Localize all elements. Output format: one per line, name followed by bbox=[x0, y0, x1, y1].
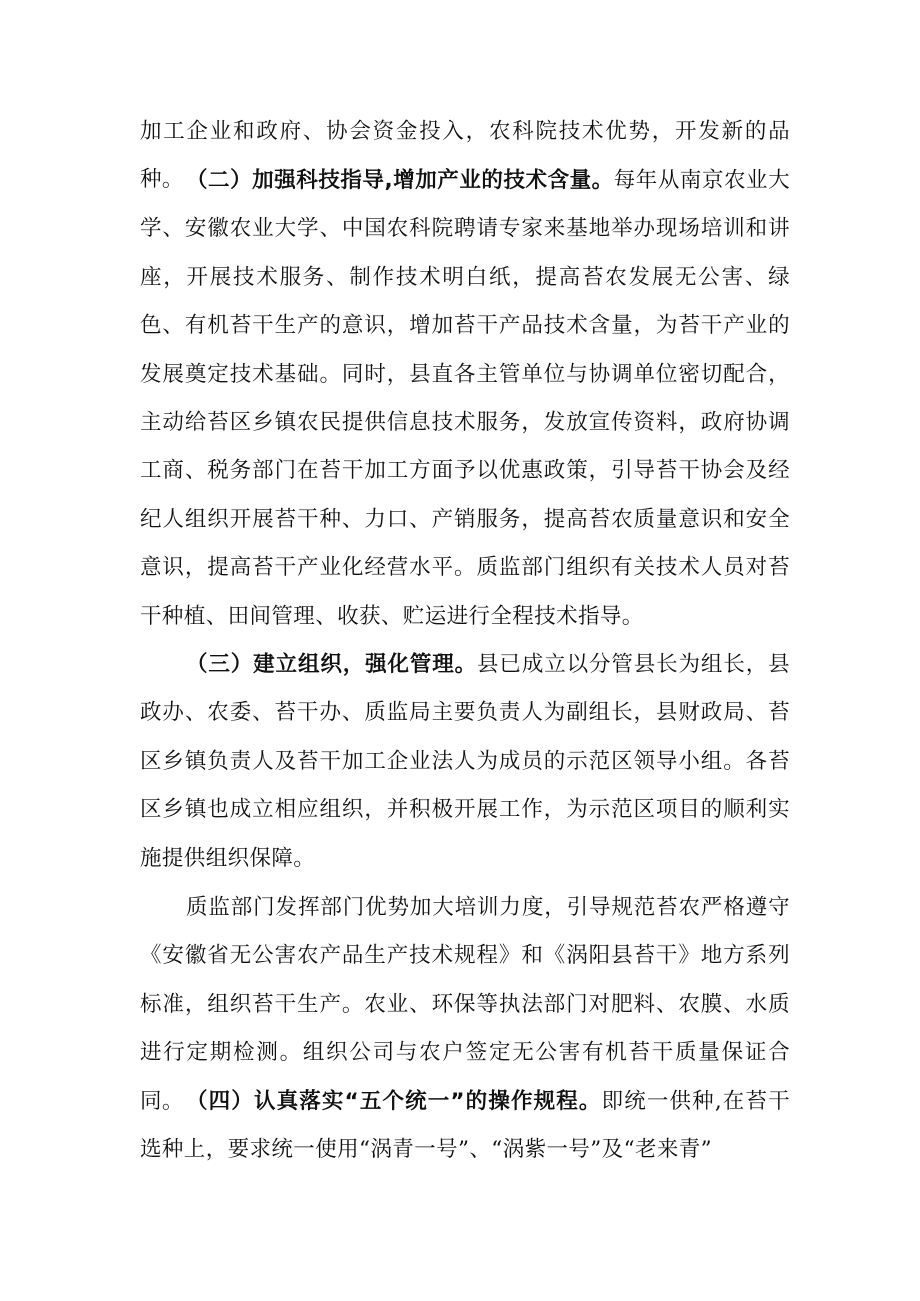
paragraph-text: 每年从南京农业大学、安徽农业大学、中国农科院聘请专家来基地举办现场培训和讲座，开展技术服务、制作技术明白纸，提高苔农发展无公害、绿色、有机苔干生产的意识，增加苔干产品技术含量，为苔干产业的发展奠定技术基础。同时，县直各主管单位与协调单位密切配合，主动给苔区乡镇农民提供信息技术服务，发放宣传资料，政府协调工商、税务部门在苔干加工方面予以优惠政策，引导苔干协会及经纪人组织开展苔干种、力口、产销服务，提高苔农质量意识和安全意识，提高苔干产业化经营水平。质监部门组织有关技术人员对苔干种植、田间管理、收获、贮运进行全程技术指导。 bbox=[140, 168, 791, 629]
section-heading-2: （二）加强科技指导,增加产业的技术含量。 bbox=[186, 168, 614, 193]
paragraph-text: 加工企业和政府、协会资金投入，农科院技术优势，开发新的品种。 bbox=[140, 119, 790, 193]
paragraph-text: 质监部门发挥部门优势加大培训力度，引导规范苔农严格遵守《安徽省无公害农产品生产技术规程》和《涡阳县苔干》地方系列标准，组织苔干生产。农业、环保等执法部门对肥料、农膜、水质进行定期检测。组织公司与农户签定无公害有机苔干质量保证合同。 bbox=[140, 895, 790, 1114]
paragraph-tech-guidance bbox=[140, 157, 790, 641]
paragraph-five-unifications bbox=[140, 1078, 790, 1175]
paragraph-text: 即统一供种,在苔干选种上，要求统一使用“涡青一号”、“涡紫一号”及“老来青” bbox=[140, 1089, 790, 1163]
paragraph-organization bbox=[140, 641, 790, 883]
section-heading-4: （四）认真落实“五个统一”的操作规程。 bbox=[186, 1089, 602, 1114]
section-heading-3: （三）建立组织，强化管理。 bbox=[186, 652, 478, 677]
paragraph-text: 县已成立以分管县长为组长，县政办、农委、苔干办、质监局主要负责人为副组长，县财政局、苔区乡镇负责人及苔干加工企业法人为成员的示范区领导小组。各苔区乡镇也成立相应组织，并积极开展工作，为示范区项目的顺利实施提供组织保障。 bbox=[140, 652, 790, 871]
